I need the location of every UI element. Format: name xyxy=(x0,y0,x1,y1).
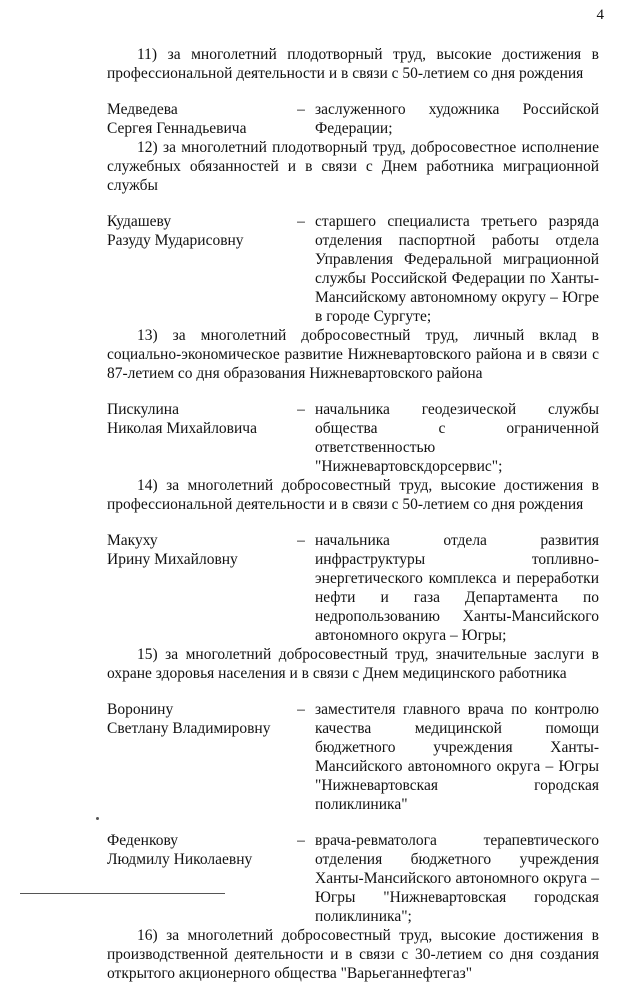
recipient-position: начальника отдела развития инфраструктуры топливно-энергетического комплекса и переработки нефти и газа Департамента по недропользованию Ханты-Мансийского автономного округа – Югры; xyxy=(315,532,599,644)
section-heading: 15) за многолетний добросовестный труд, значительные заслуги в охране здоровья населения и в связи с Днем медицинского работника xyxy=(107,646,599,682)
dash-separator: – xyxy=(297,401,305,418)
recipient-position: начальника геодезической службы общества с ограниченной ответственностью "Нижневартовскдорсервис"; xyxy=(315,401,599,475)
dash-separator: – xyxy=(297,532,305,549)
recipient-position: врача-ревматолога терапевтического отделения бюджетного учреждения Ханты-Мансийского автономного округа – Югры "Нижневартовская городская поликлиника"; xyxy=(315,832,599,925)
section-heading: 13) за многолетний добросовестный труд, личный вклад в социально-экономическое развитие Нижневартовского района и в связи с 87-летием со дня образования Нижневартовского района xyxy=(107,327,599,382)
award-entry xyxy=(107,400,599,476)
award-entry xyxy=(107,100,599,138)
page-number: 4 xyxy=(596,7,604,23)
award-entry xyxy=(107,212,599,326)
recipient-name: Воронину Светлану Владимировну xyxy=(107,701,271,737)
dash-separator: – xyxy=(297,101,305,118)
section-heading: 11) за многолетний плодотворный труд, высокие достижения в профессиональной деятельности и в связи с 50-летием со дня рождения xyxy=(107,46,599,82)
award-entry xyxy=(107,700,599,814)
recipient-name: Макуху Ирину Михайловну xyxy=(107,532,238,568)
section-heading: 16) за многолетний добросовестный труд, высокие достижения в производственной деятельности и в связи с 30-летием со дня создания открытого акционерного общества "Варьеганнефтегаз" xyxy=(107,927,599,982)
section-heading: 14) за многолетний добросовестный труд, высокие достижения в профессиональной деятельности и в связи с 50-летием со дня рождения xyxy=(107,477,599,513)
award-entry xyxy=(107,831,599,926)
award-entry xyxy=(107,531,599,645)
footer-rule xyxy=(20,893,225,894)
recipient-name: Медведева Сергея Геннадьевича xyxy=(107,101,247,137)
section-heading: 12) за многолетний плодотворный труд, добросовестное исполнение служебных обязанностей и в связи с Днем работника миграционной службы xyxy=(107,139,599,194)
recipient-position: заместителя главного врача по контролю качества медицинской помощи бюджетного учреждения Ханты-Мансийского автономного округа – Югры "Нижневартовская городская поликлиника" xyxy=(315,701,599,813)
recipient-name: Феденкову Людмилу Николаевну xyxy=(107,832,253,868)
recipient-name: Пискулина Николая Михайловича xyxy=(107,401,257,437)
dash-separator: – xyxy=(297,213,305,230)
award-list xyxy=(107,45,599,983)
recipient-position: старшего специалиста третьего разряда отделения паспортной работы отдела Управления Федеральной миграционной службы Российской Федерации по Ханты-Мансийскому автономному округу – Югре в городе Сургуте; xyxy=(315,213,599,325)
scan-speck xyxy=(96,817,99,820)
recipient-name: Кудашеву Разуду Мударисовну xyxy=(107,213,244,249)
dash-separator: – xyxy=(297,701,305,718)
recipient-position: заслуженного художника Российской Федерации; xyxy=(315,101,599,137)
dash-separator: – xyxy=(297,832,305,849)
